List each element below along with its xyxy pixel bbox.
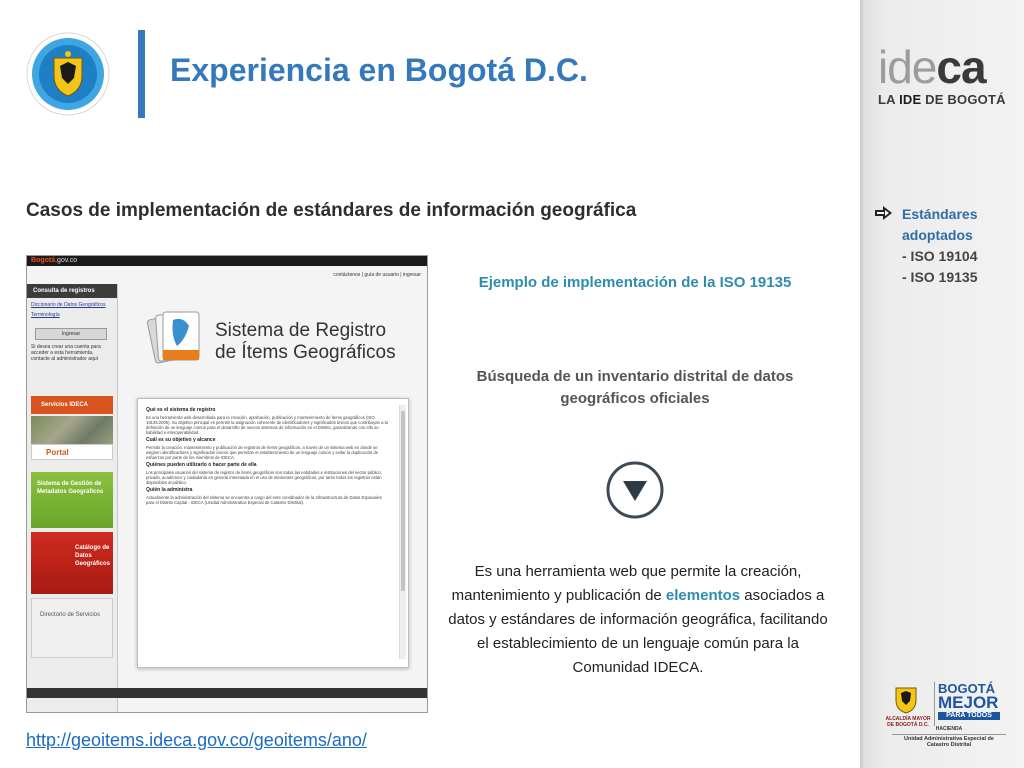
geoitems-screenshot <box>26 255 428 713</box>
right-panel <box>860 0 1024 768</box>
alcaldia-seal-icon <box>892 684 920 714</box>
system-title-line1: Sistema de Registro <box>215 320 387 341</box>
screenshot-topnav: contáctenos | guía de usuario | ingresar <box>333 272 421 278</box>
bogota-seal-icon <box>26 32 110 116</box>
standard-item: - ISO 19104 <box>902 248 978 264</box>
tagline-ide: IDE <box>899 92 922 107</box>
screenshot-topbar <box>27 256 427 266</box>
para-todos-label: PARA TODOS <box>938 712 1000 720</box>
uaecd-label <box>884 734 1014 748</box>
section-heading: Cuál es su objetivo y alcance <box>146 437 216 443</box>
desc-part-1: Es una herramienta web que permite la creación, mantenimiento y publicación de <box>451 563 802 604</box>
section-body: Actualmente la administración del sistema se encuentra a cargo del ente coordinador de la Infraestructura de Datos Espaciales para el Distrito Capital - IDECA (Unidad Administrativa Especial de Catastro Distrital). <box>146 495 382 505</box>
example-title: Ejemplo de implementación de la ISO 19135 <box>478 274 792 291</box>
section-heading: Quién la administra <box>146 487 193 493</box>
screenshot-note: Si desea crear una cuenta para acceder a esta herramienta, contacte al administrador aquí <box>31 344 101 362</box>
ideca-tagline <box>878 92 1010 107</box>
section-subtitle: Casos de implementación de estándares de información geográfica <box>26 200 637 221</box>
alcaldia-label: ALCALDÍA MAYOR DE BOGOTÁ D.C. <box>885 716 931 728</box>
tile-catalogo: Catálogo de Datos Geográficos <box>31 532 113 594</box>
section-heading: Qué es el sistema de registro <box>146 407 216 413</box>
bogota-small-label: BOGOTÁ <box>938 681 996 696</box>
tagline-la: LA <box>878 92 896 107</box>
system-title-line2: de Ítems Geográficos <box>215 342 396 363</box>
screenshot-scrollbar <box>399 405 406 659</box>
tile-servicios: Servicios IDECA <box>31 396 113 414</box>
bogota-mejor-logo <box>884 680 1014 750</box>
title-accent-bar <box>138 30 145 118</box>
brand-suffix: .gov.co <box>55 257 78 264</box>
section-body: Los principales usuarios del sistema de registro de ítems geográficos son todas las entidades e instituciones del sector público, privado, académico y ciudadanía en general interesada en el uso de elementos geográficos, por tanto todos los registros están disponibles al público. <box>146 470 383 485</box>
screenshot-login-button: Ingresar <box>35 328 107 340</box>
brand-bogota: Bogotá <box>31 257 56 264</box>
screenshot-link-diccionario: Diccionario de Datos Geográficos <box>31 302 106 308</box>
screenshot-footer <box>27 688 427 698</box>
ideca-word-ide: ide <box>878 41 937 93</box>
tile-portal: Portal <box>31 444 113 460</box>
page-title: Experiencia en Bogotá D.C. <box>170 52 588 88</box>
uaecd-line2: Catastro Distrital <box>926 742 972 748</box>
uaecd-rule <box>892 734 1006 735</box>
section-body: Permitir la creación, mantenimiento y publicación de registros de ítems geográficos, a través de un sistema web en donde se asignen identificadores y significados únicos que permitan el establecimiento de un lenguaje común y evitar la duplicación de esfuerzos por parte de los miembros de IDECA. <box>146 445 379 460</box>
screenshot-brand <box>31 256 77 266</box>
uaecd-line1: Unidad Administrativa Especial de <box>904 736 994 742</box>
hacienda-label: HACIENDA <box>935 726 963 732</box>
folders-icon <box>143 306 205 368</box>
mejor-label: MEJOR <box>938 693 999 712</box>
desc-part-2: asociados a datos y estándares de información geográfica, facilitando el establecimiento de un lenguaje común para la Comunidad IDECA. <box>448 587 828 676</box>
logo-divider <box>934 682 935 726</box>
geoitems-link[interactable]: http://geoitems.ideca.gov.co/geoitems/ano/ <box>26 730 367 750</box>
search-title: Búsqueda de un inventario distrital de datos geográficos oficiales <box>476 368 794 407</box>
tile-directorio: Directorio de Servicios <box>31 598 113 658</box>
arrow-right-icon <box>874 204 894 222</box>
ideca-word-ca: ca <box>936 41 986 93</box>
screenshot-sidebar-header: Consulta de registros <box>27 284 117 298</box>
screenshot-main <box>119 284 427 684</box>
screenshot-sidebar <box>27 284 118 713</box>
section-heading: Quiénes pueden utilizarlo o hacer parte de ella <box>146 462 257 468</box>
tagline-rest: DE BOGOTÁ <box>925 92 1006 107</box>
tile-map-image <box>31 416 113 444</box>
desc-highlight: elementos <box>665 587 741 604</box>
down-triangle-icon[interactable] <box>606 461 664 519</box>
scrollbar-thumb <box>401 411 405 591</box>
standards-title: Estándares adoptados <box>902 206 978 243</box>
screenshot-link-terminologia: Terminología <box>31 312 60 318</box>
ideca-wordmark <box>878 41 1010 93</box>
section-body: Es una herramienta web desarrollada para la creación, aprobación, publicación y mantenimiento de ítems geográficos (ISO 19135:2005). Su objetivo principal es permitir la asignación coherente de identificadores y significados únicos que contribuyan a la definición de un lenguaje común para el desarrollo de nuevos sistemas de información en el Distrito, garantizando con ello su fiabilidad e interoperabilidad. <box>146 415 388 435</box>
standard-item: - ISO 19135 <box>902 269 978 285</box>
system-title <box>215 320 396 364</box>
tool-description <box>448 560 828 680</box>
screenshot-content <box>138 399 408 512</box>
ideca-logo <box>878 41 1010 107</box>
screenshot-content-box <box>137 398 409 668</box>
tile-metadatos: Sistema de Gestión de Metadatos Geográficos <box>31 472 113 528</box>
